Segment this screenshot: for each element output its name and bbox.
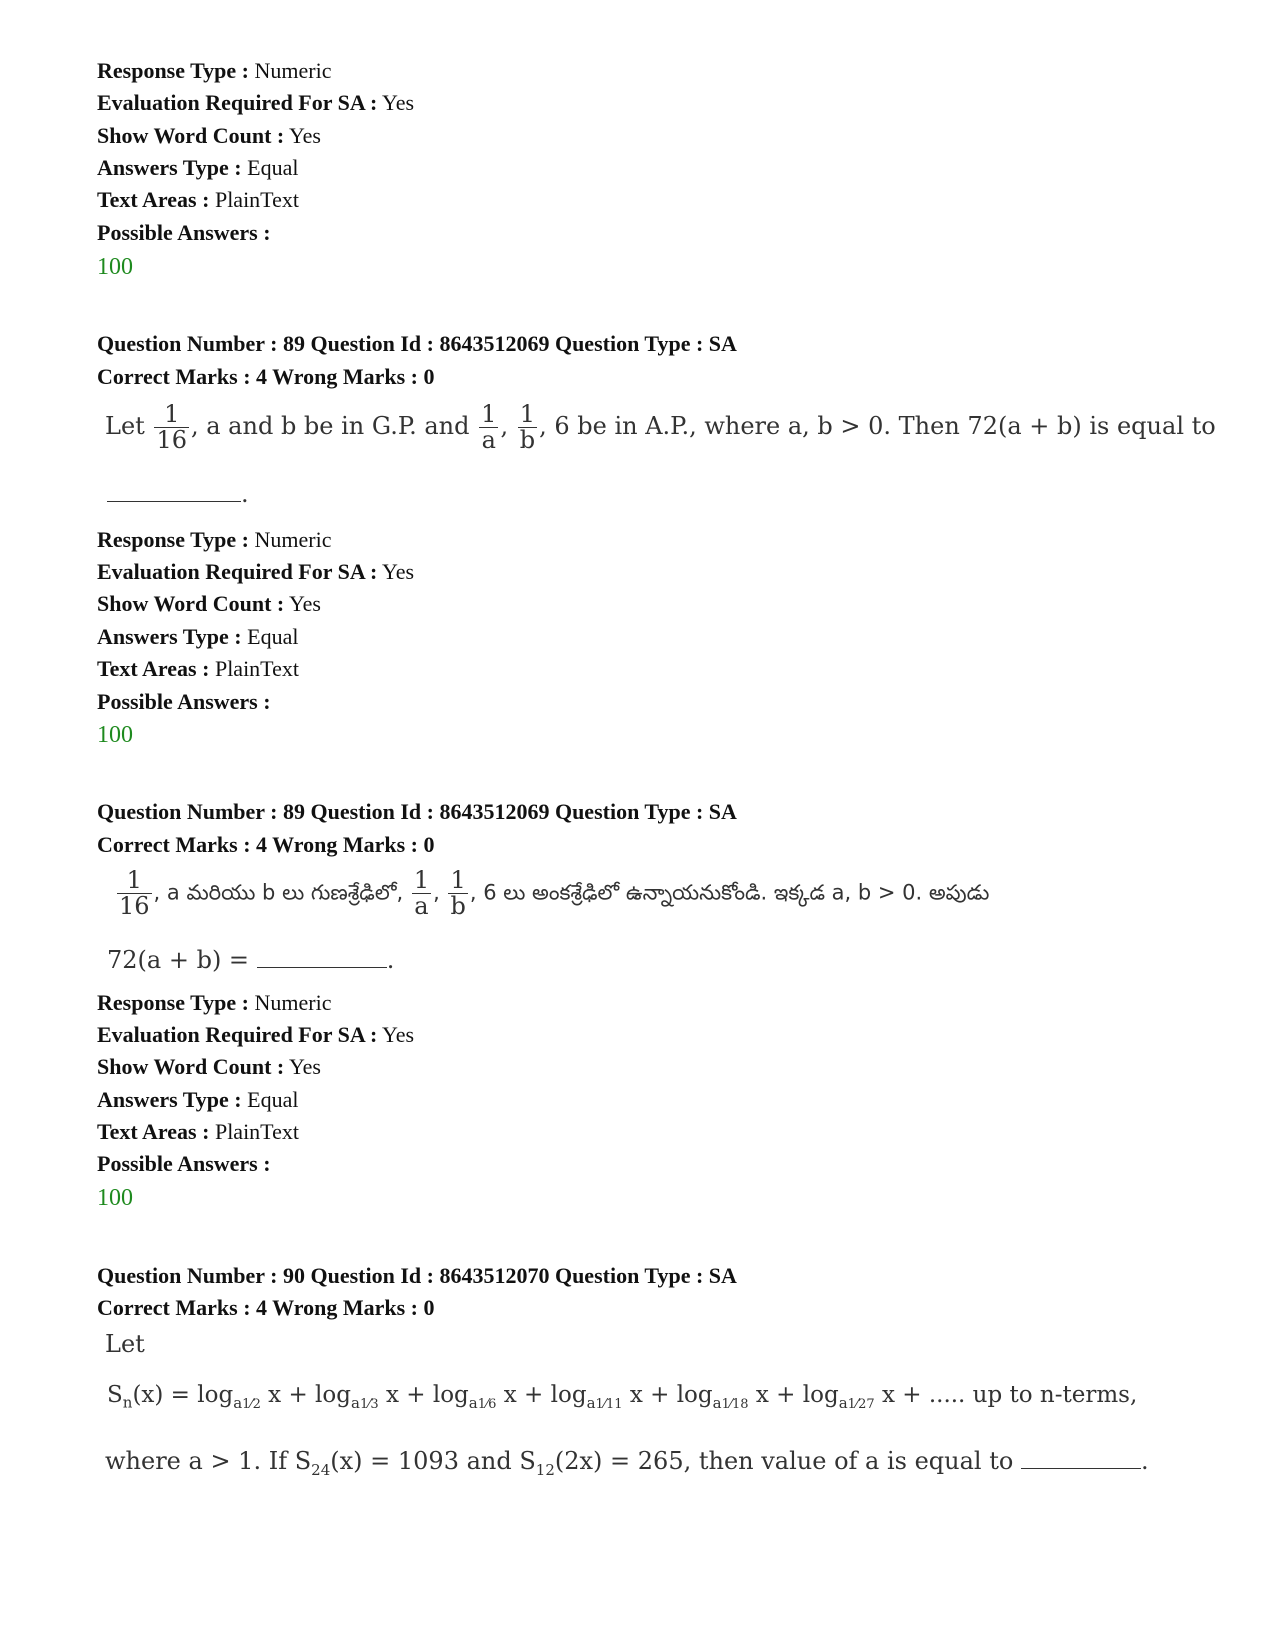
fraction-1-b: $\frac{1}{b}$ — [450, 866, 466, 921]
answers-type-row: Answers Type : Equal — [97, 624, 299, 649]
possible-answer-value: 100 — [97, 254, 133, 280]
word-count-row: Show Word Count : Yes — [97, 591, 321, 616]
possible-answers-label: Possible Answers : — [97, 689, 271, 714]
answers-type-row: Answers Type : Equal — [97, 155, 299, 180]
fraction-1-a: $\frac{1}{a}$ — [481, 400, 497, 455]
marks-line: Correct Marks : 4 Wrong Marks : 0 — [97, 364, 435, 389]
marks-line: Correct Marks : 4 Wrong Marks : 0 — [97, 832, 435, 857]
answer-blank: . — [107, 480, 249, 508]
series-expression: $S_n(x) = \log_{a1⁄2} x + \log_{a1⁄3} x + \log_{a1⁄6} x + \log_{a1⁄11} x + \log_{a1⁄18} x + \log_{a1⁄27} x$ + ..... up to n-terms, — [107, 1382, 1138, 1412]
fraction-1-a: $\frac{1}{a}$ — [413, 866, 430, 921]
evaluation-row: Evaluation Required For SA : Yes — [97, 559, 415, 584]
evaluation-row: Evaluation Required For SA : Yes — [97, 1022, 415, 1047]
condition-line: where a > 1. If $S_{24}(x) = 1093$ and $S_{12}(2x) = 265$, then value of a is equal to . — [105, 1447, 1149, 1479]
text-areas-row: Text Areas : PlainText — [97, 1119, 299, 1144]
question-let: Let — [105, 1330, 145, 1358]
answers-type-row: Answers Type : Equal — [97, 1087, 299, 1112]
fraction-1-16: $\frac{1}{16}$ — [119, 866, 150, 921]
possible-answer-value: 100 — [97, 1185, 133, 1211]
question-header: Question Number : 89 Question Id : 8643512069 Question Type : SA — [97, 799, 737, 824]
response-type-row: Response Type : Numeric — [97, 990, 332, 1015]
evaluation-row: Evaluation Required For SA : Yes — [97, 90, 415, 115]
possible-answers-label: Possible Answers : — [97, 1151, 271, 1176]
possible-answer-value: 100 — [97, 722, 133, 748]
word-count-row: Show Word Count : Yes — [97, 123, 321, 148]
marks-line: Correct Marks : 4 Wrong Marks : 0 — [97, 1295, 435, 1320]
response-type-row: Response Type : Numeric — [97, 58, 332, 83]
question-header: Question Number : 89 Question Id : 8643512069 Question Type : SA — [97, 331, 737, 356]
response-type-row: Response Type : Numeric — [97, 527, 332, 552]
word-count-row: Show Word Count : Yes — [97, 1054, 321, 1079]
answer-line: 72(a + b) = . — [107, 946, 395, 974]
question-text: $\frac{1}{16}$ , a మరియు b లు గుణశ్రేఢిలో, $\frac{1}{a}$ , $\frac{1}{b}$ , 6 లు అంకశ్రేఢిలో ఉన్నాయనుకోండి. ఇక్కడ a, b > 0. అపుడు — [119, 866, 990, 921]
possible-answers-label: Possible Answers : — [97, 220, 271, 245]
text-areas-row: Text Areas : PlainText — [97, 187, 299, 212]
fraction-1-b: $\frac{1}{b}$ — [519, 400, 536, 455]
text-areas-row: Text Areas : PlainText — [97, 656, 299, 681]
question-text: Let $\frac{1}{16}$ , a and b be in G.P. and $\frac{1}{a}$ , $\frac{1}{b}$ , 6 be in A.P., where a, b > 0. Then 72(a + b) is equal to — [105, 400, 1216, 455]
question-header: Question Number : 90 Question Id : 8643512070 Question Type : SA — [97, 1263, 737, 1288]
fraction-1-16: $\frac{1}{16}$ — [156, 400, 187, 455]
